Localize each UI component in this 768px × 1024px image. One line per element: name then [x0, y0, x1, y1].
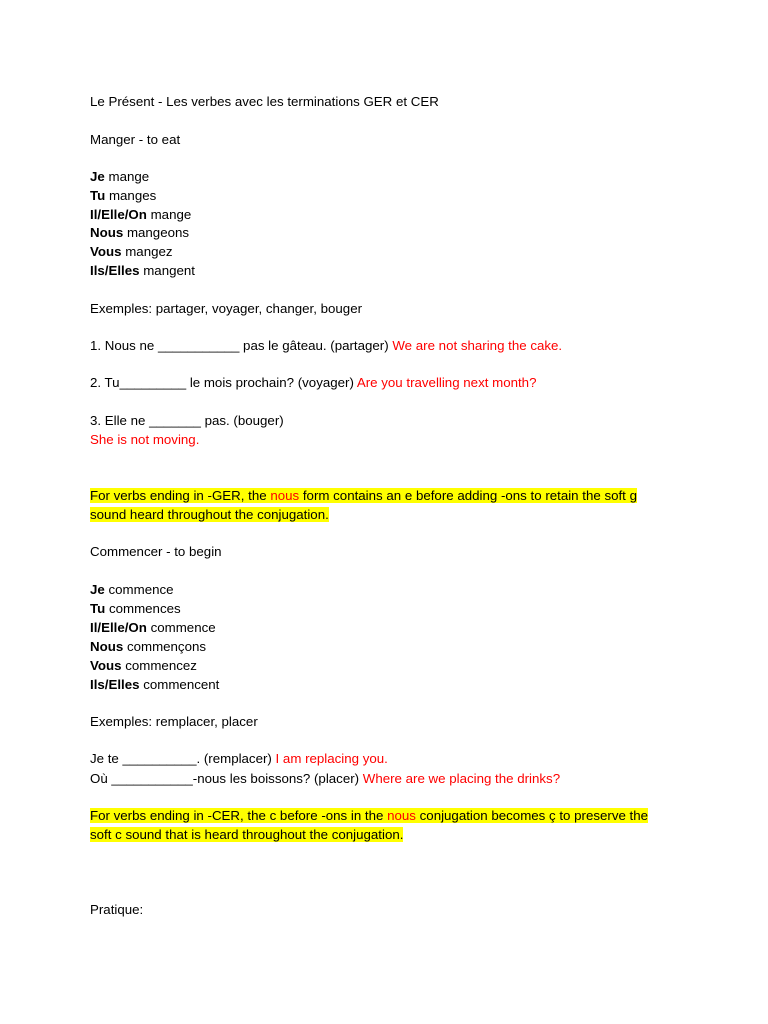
cer-rule-line [90, 825, 403, 844]
exercise-line [90, 769, 560, 788]
pronoun: Nous [90, 225, 124, 240]
verb-form: mange [146, 207, 192, 222]
rule-nous-highlight: nous [387, 808, 416, 823]
pronoun: Nous [90, 639, 124, 654]
exercise-line [90, 373, 536, 392]
conjugation-row [90, 186, 156, 205]
conjugation-row [90, 599, 181, 618]
conjugation-row [90, 618, 216, 637]
pronoun: Je [90, 582, 105, 597]
exercise-text: Où ___________-nous les boissons? (placer) [90, 771, 363, 786]
verb-form: commence [104, 582, 174, 597]
exercise-translation: Where are we placing the drinks? [362, 771, 561, 786]
pronoun: Il/Elle/On [90, 207, 147, 222]
conjugation-row [90, 675, 219, 694]
exercise-translation: I am replacing you. [275, 751, 388, 766]
rule-text: conjugation becomes ç to preserve the [415, 808, 649, 823]
pronoun: Vous [90, 658, 122, 673]
exercise-text: Je te __________. (remplacer) [90, 751, 276, 766]
rule-text: form contains an e before adding -ons to retain the soft g [299, 488, 637, 503]
verb-form: mangez [121, 244, 173, 259]
conjugation-row [90, 637, 206, 656]
manger-heading: Manger - to eat [90, 132, 181, 147]
rule-nous-highlight: nous [270, 488, 300, 503]
cer-rule-line [90, 806, 648, 825]
rule-text: For verbs ending in -CER, the c before -ons in the [90, 808, 388, 823]
pronoun: Tu [90, 188, 106, 203]
ger-rule-line [90, 505, 329, 524]
conjugation-row [90, 261, 195, 280]
conjugation-row [90, 580, 174, 599]
exercise-translation: We are not sharing the cake. [392, 338, 563, 353]
conjugation-row [90, 223, 189, 242]
exercise-text: 2. Tu_________ le mois prochain? (voyager) [90, 375, 357, 390]
pronoun: Vous [90, 244, 122, 259]
conjugation-row [90, 242, 173, 261]
conjugation-row [90, 656, 197, 675]
rule-text: soft c sound that is heard throughout the conjugation. [90, 827, 404, 842]
manger-examples: Exemples: partager, voyager, changer, bouger [90, 301, 363, 316]
commencer-heading: Commencer - to begin [90, 544, 222, 559]
practice-heading: Pratique: [90, 902, 144, 917]
exercise-text: 1. Nous ne ___________ pas le gâteau. (partager) [90, 338, 393, 353]
rule-text: For verbs ending in -GER, the [90, 488, 271, 503]
verb-form: commencent [139, 677, 220, 692]
pronoun: Tu [90, 601, 106, 616]
verb-form: commençons [123, 639, 207, 654]
pronoun: Ils/Elles [90, 677, 140, 692]
exercise-line [90, 411, 284, 430]
ger-rule-line [90, 486, 637, 505]
pronoun: Je [90, 169, 105, 184]
verb-form: mangeons [123, 225, 190, 240]
verb-form: commencez [121, 658, 197, 673]
commencer-examples: Exemples: remplacer, placer [90, 714, 258, 729]
exercise-line [90, 336, 562, 355]
conjugation-row [90, 167, 149, 186]
exercise-line [90, 749, 388, 768]
pronoun: Il/Elle/On [90, 620, 147, 635]
exercise-translation: Are you travelling next month? [356, 375, 537, 390]
exercise-text: 3. Elle ne _______ pas. (bouger) [90, 413, 284, 428]
verb-form: commences [105, 601, 181, 616]
exercise-translation: She is not moving. [90, 432, 200, 447]
document-title: Le Présent - Les verbes avec les terminations GER et CER [90, 94, 439, 109]
verb-form: commence [146, 620, 216, 635]
verb-form: mange [104, 169, 150, 184]
verb-form: mangent [139, 263, 195, 278]
verb-form: manges [105, 188, 157, 203]
rule-text: sound heard throughout the conjugation. [90, 507, 329, 522]
conjugation-row [90, 205, 191, 224]
pronoun: Ils/Elles [90, 263, 140, 278]
